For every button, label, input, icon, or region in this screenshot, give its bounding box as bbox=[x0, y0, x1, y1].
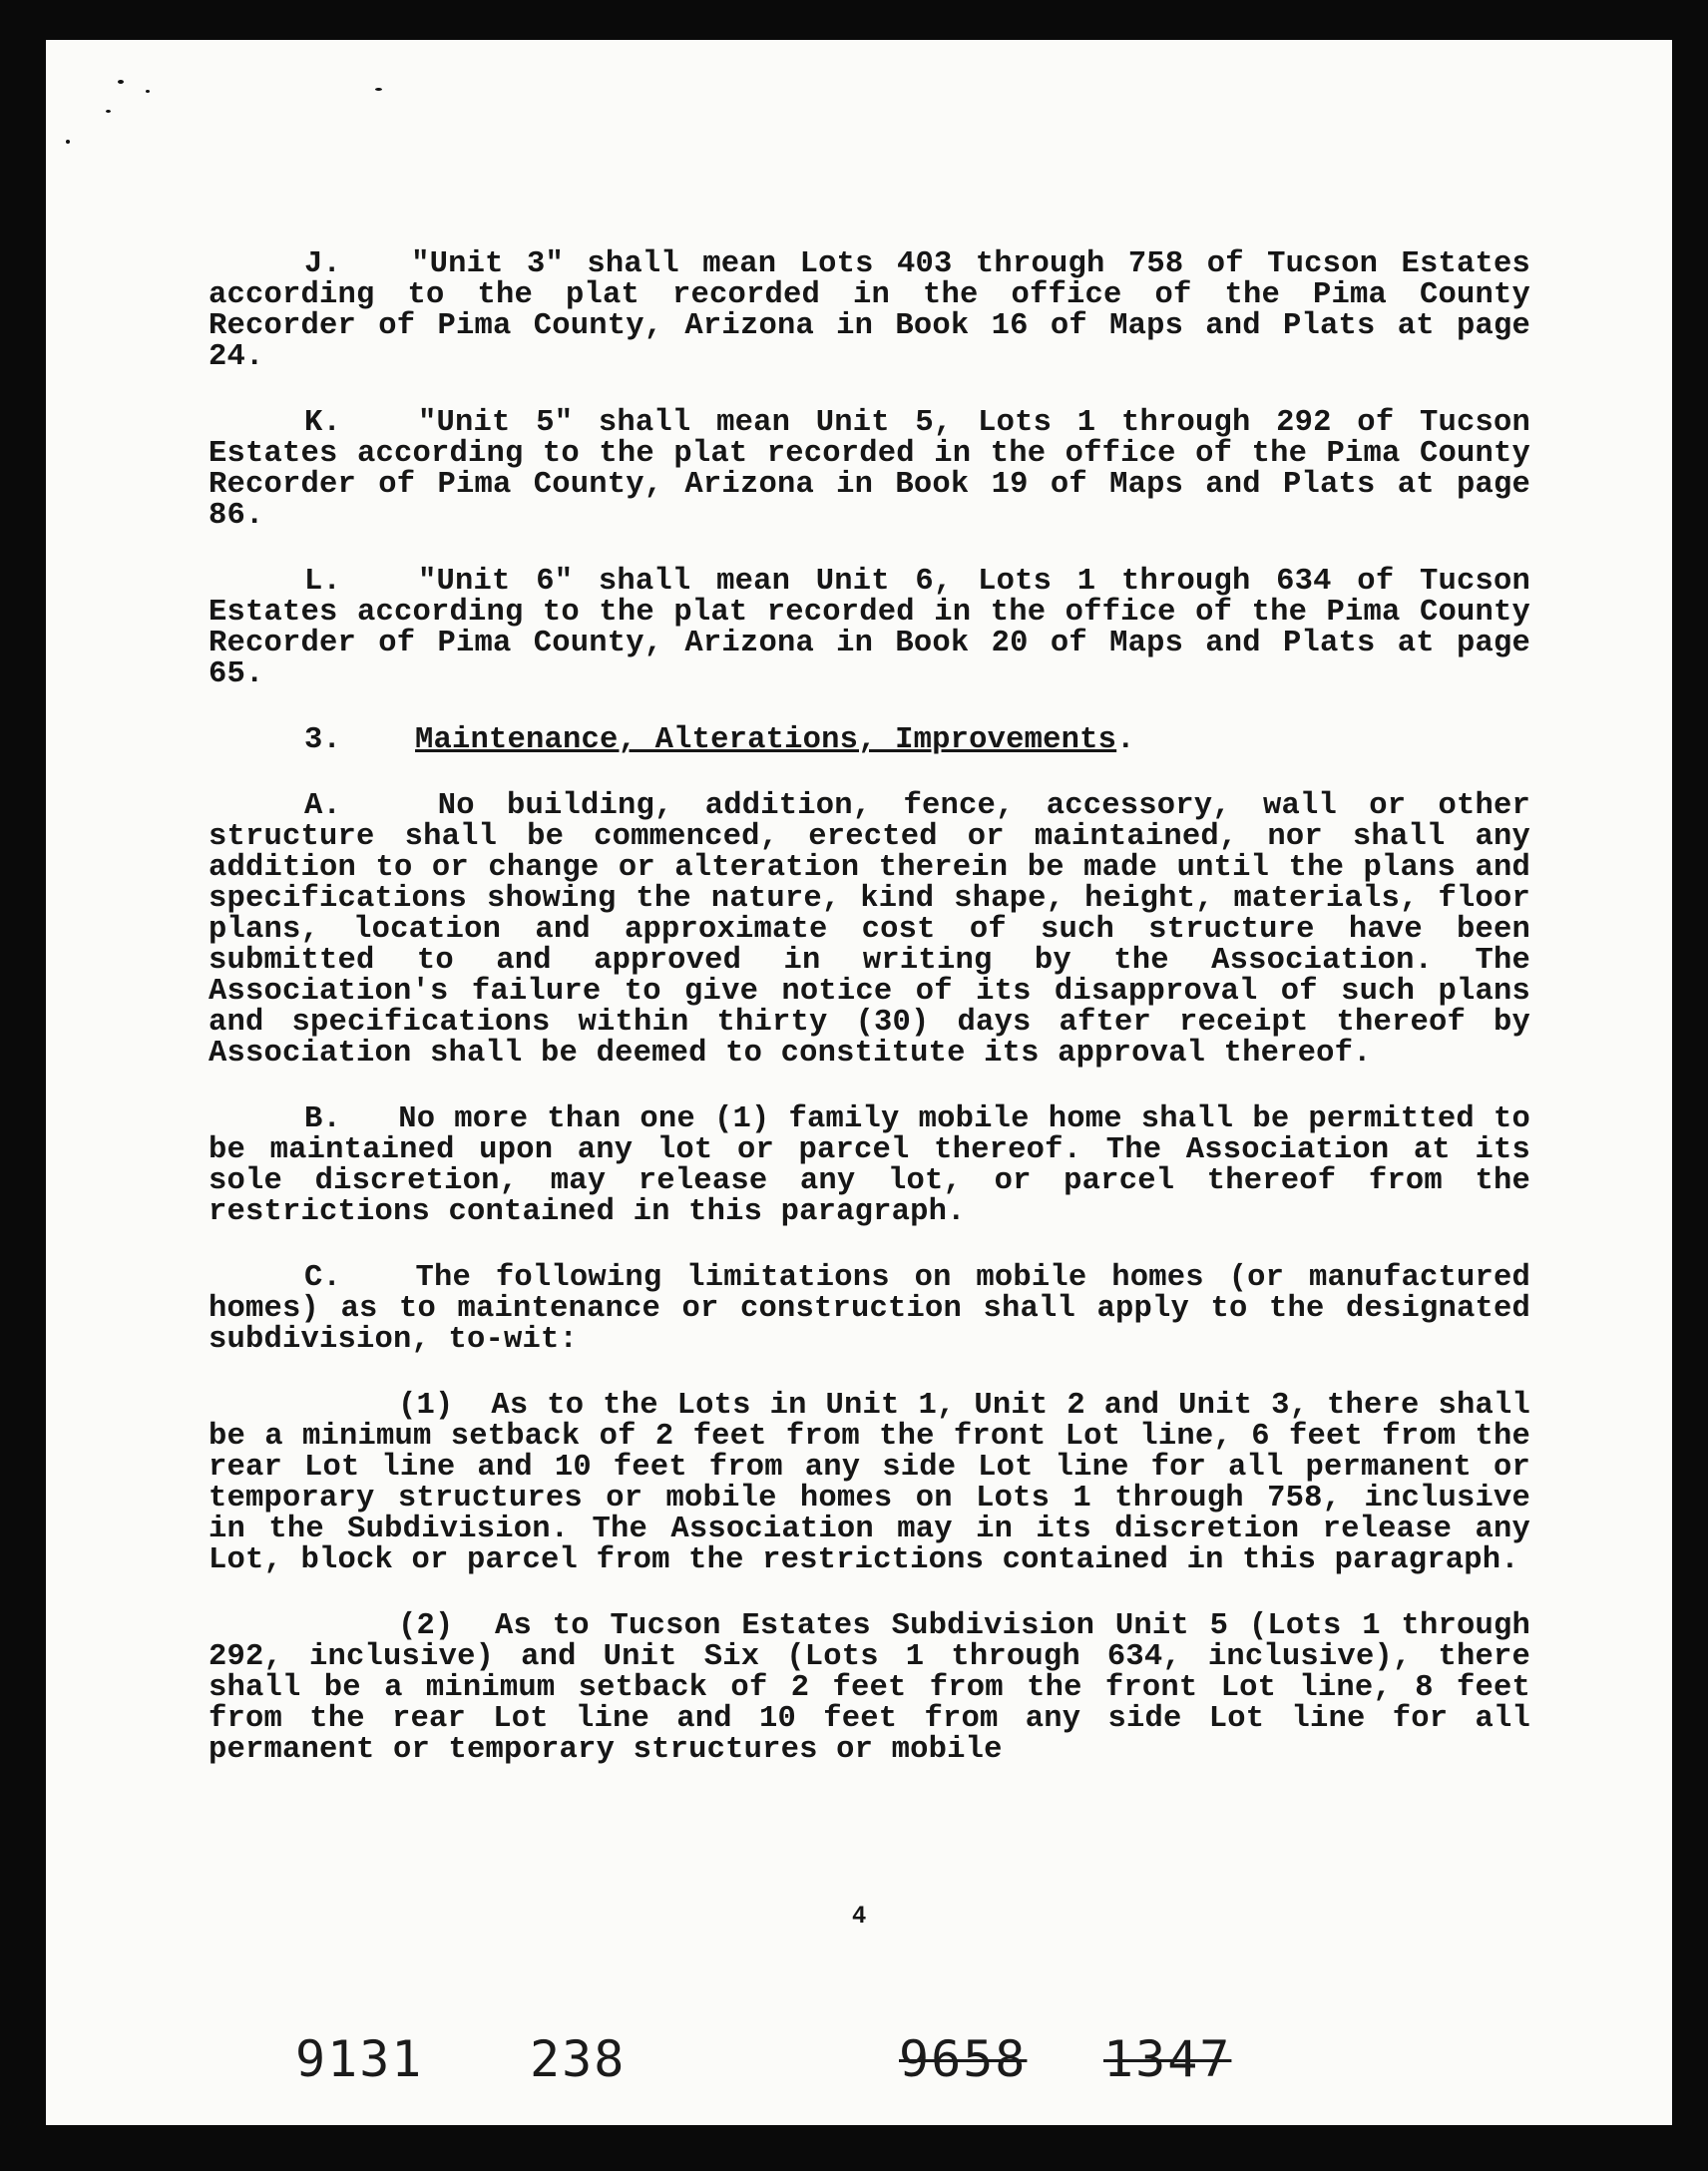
recording-stamp-left: 9131 bbox=[295, 2030, 424, 2088]
paragraph-label: A. bbox=[304, 789, 342, 823]
paragraph-text: The following limitations on mobile homes (or manufactured homes) as to maintenance or construction shall apply to the designated subdivision, to-wit: bbox=[209, 1261, 1530, 1357]
paragraph-label: B. bbox=[304, 1102, 342, 1136]
paragraph-a bbox=[209, 791, 1530, 1070]
recording-stamp-struck-left: 9658 bbox=[899, 2030, 1028, 2088]
paragraph-text: No more than one (1) family mobile home shall be permitted to be maintained upon any lot or parcel thereof. The Association at its sole discretion, may release any lot, or parcel thereof from the restrictions contained in this paragraph. bbox=[209, 1102, 1530, 1229]
recording-stamp-middle: 238 bbox=[530, 2030, 627, 2088]
paragraph-b bbox=[209, 1104, 1530, 1228]
scan-speck bbox=[106, 110, 111, 113]
scan-speck bbox=[66, 140, 70, 144]
paragraph-label: J. bbox=[304, 247, 342, 281]
paragraph-c bbox=[209, 1263, 1530, 1356]
section-title-period: . bbox=[1116, 723, 1135, 757]
paragraph-label: C. bbox=[304, 1261, 342, 1295]
paragraph-j bbox=[209, 249, 1530, 373]
paragraph-text: "Unit 6" shall mean Unit 6, Lots 1 through 634 of Tucson Estates according to the plat recorded in the office of the Pima County Recorder of Pima County, Arizona in Book 20 of Maps and Plats at page 65. bbox=[209, 565, 1531, 691]
document-page bbox=[46, 40, 1672, 2125]
paragraph-text: "Unit 3" shall mean Lots 403 through 758 of Tucson Estates according to the plat recorded in the office of the Pima County Recorder of Pima County, Arizona in Book 16 of Maps and Plats at page 24. bbox=[209, 247, 1530, 374]
paragraph-k bbox=[209, 408, 1530, 532]
paragraph-l bbox=[209, 567, 1530, 690]
recording-stamp-struck-right: 1347 bbox=[1103, 2030, 1232, 2088]
paragraph-label: K. bbox=[304, 406, 342, 440]
paragraph-text: No building, addition, fence, accessory, wall or other structure shall be commenced, erected or maintained, nor shall any addition to or change or alteration therein be made until the plans and specifications showing the nature, kind shape, height, materials, floor plans, location and approximate cost of such structure have been submitted to and approved in writing by the Association. The Association's failure to give notice of its disapproval of such plans and specifications within thirty (30) days after receipt thereof by Association shall be deemed to constitute its approval thereof. bbox=[209, 789, 1530, 1071]
scan-speck bbox=[146, 90, 150, 93]
document-body bbox=[209, 249, 1530, 1766]
subparagraph-1 bbox=[209, 1391, 1530, 1576]
subparagraph-2 bbox=[209, 1611, 1530, 1766]
section-title: Maintenance, Alterations, Improvements bbox=[415, 723, 1117, 757]
subparagraph-text: As to the Lots in Unit 1, Unit 2 and Unit 3, there shall be a minimum setback of 2 feet from the front Lot line, 6 feet from the rear Lot line and 10 feet from any side Lot line for all permanent or temporary structures or mobile homes on Lots 1 through 758, inclusive in the Subdivision. The Association may in its discretion release any Lot, block or parcel from the restrictions contained in this paragraph. bbox=[209, 1389, 1530, 1577]
section-number: 3. bbox=[304, 723, 342, 757]
scan-speck bbox=[118, 80, 124, 84]
subparagraph-label: (1) bbox=[398, 1389, 454, 1423]
subparagraph-label: (2) bbox=[398, 1609, 454, 1643]
paragraph-label: L. bbox=[304, 565, 342, 599]
subparagraph-text: As to Tucson Estates Subdivision Unit 5 (Lots 1 through 292, inclusive) and Unit Six (Lots 1 through 634, inclusive), there shall be a minimum setback of 2 feet from the front Lot line, 8 feet from the rear Lot line and 10 feet from any side Lot line for all permanent or temporary structures or mobile bbox=[209, 1609, 1530, 1767]
page-number: 4 bbox=[852, 1902, 866, 1929]
scan-speck bbox=[375, 88, 382, 91]
section-heading bbox=[209, 725, 1530, 756]
paragraph-text: "Unit 5" shall mean Unit 5, Lots 1 through 292 of Tucson Estates according to the plat recorded in the office of the Pima County Recorder of Pima County, Arizona in Book 19 of Maps and Plats at page 86. bbox=[209, 406, 1531, 533]
